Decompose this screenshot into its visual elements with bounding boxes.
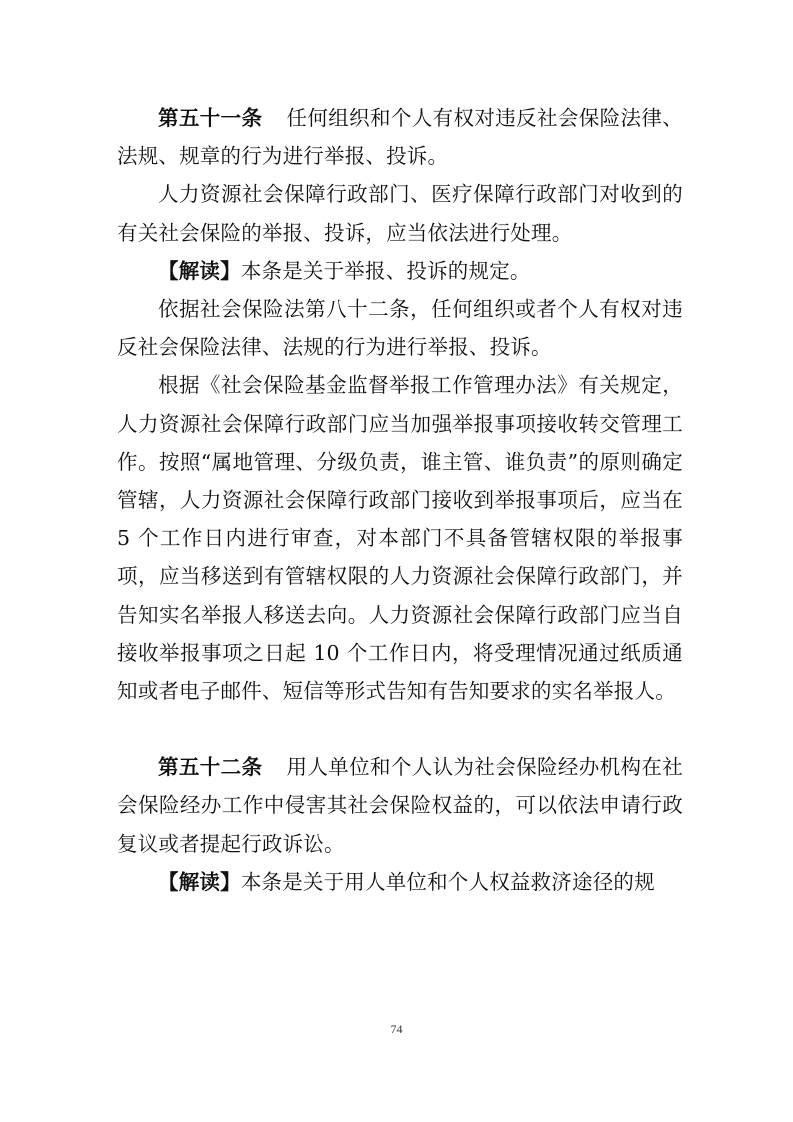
interpretation-text: 本条是关于举报、投诉的规定。	[240, 258, 531, 283]
article-51-paragraph-3: 依据社会保险法第八十二条，任何组织或者个人有权对违反社会保险法律、法规的行为进行举报、投诉。	[117, 297, 683, 360]
article-52-title: 第五十二条	[158, 755, 263, 780]
article-51-paragraph-4: 根据《社会保险基金监督举报工作管理办法》有关规定，人力资源社会保障行政部门应当加强举报事项接收转交管理工作。按照“属地管理、分级负责，谁主管、谁负责”的原则确定管辖，人力资源社会保障行政部门接收到举报事项后，应当在 5 个工作日内进行审查，对本部门不具备管辖权限的举报事项，应当移送到有管辖权限的人力资源社会保障行政部门，并告知实名举报人移送去向。人力资源社会保障行政部门应当自接收举报事项之日起 10 个工作日内，将受理情况通过纸质通知或者电子邮件、短信等形式告知有告知要求的实名举报人。	[117, 373, 683, 704]
article-51-paragraph-1	[117, 99, 683, 175]
page-number: 74	[390, 1022, 403, 1036]
article-51-interpretation	[117, 252, 683, 290]
section-gap	[117, 710, 683, 748]
interpretation-label: 【解读】	[158, 869, 241, 894]
page-content	[117, 99, 683, 901]
article-51-title: 第五十一条	[158, 106, 263, 130]
article-52-interpretation	[117, 863, 683, 901]
article-52-paragraph-1	[117, 748, 683, 863]
article-51-text-1: 任何组织和个人有权对违反社会保险法律、法规、规章的行为进行举报、投诉。	[117, 106, 683, 169]
article-51-paragraph-2: 人力资源社会保障行政部门、医疗保障行政部门对收到的有关社会保险的举报、投诉，应当依法进行处理。	[117, 182, 683, 245]
interpretation-text: 本条是关于用人单位和个人权益救济途径的规	[240, 869, 655, 894]
interpretation-label: 【解读】	[158, 258, 241, 283]
article-52-text-1: 用人单位和个人认为社会保险经办机构在社会保险经办工作中侵害其社会保险权益的，可以依法申请行政复议或者提起行政诉讼。	[117, 755, 683, 856]
